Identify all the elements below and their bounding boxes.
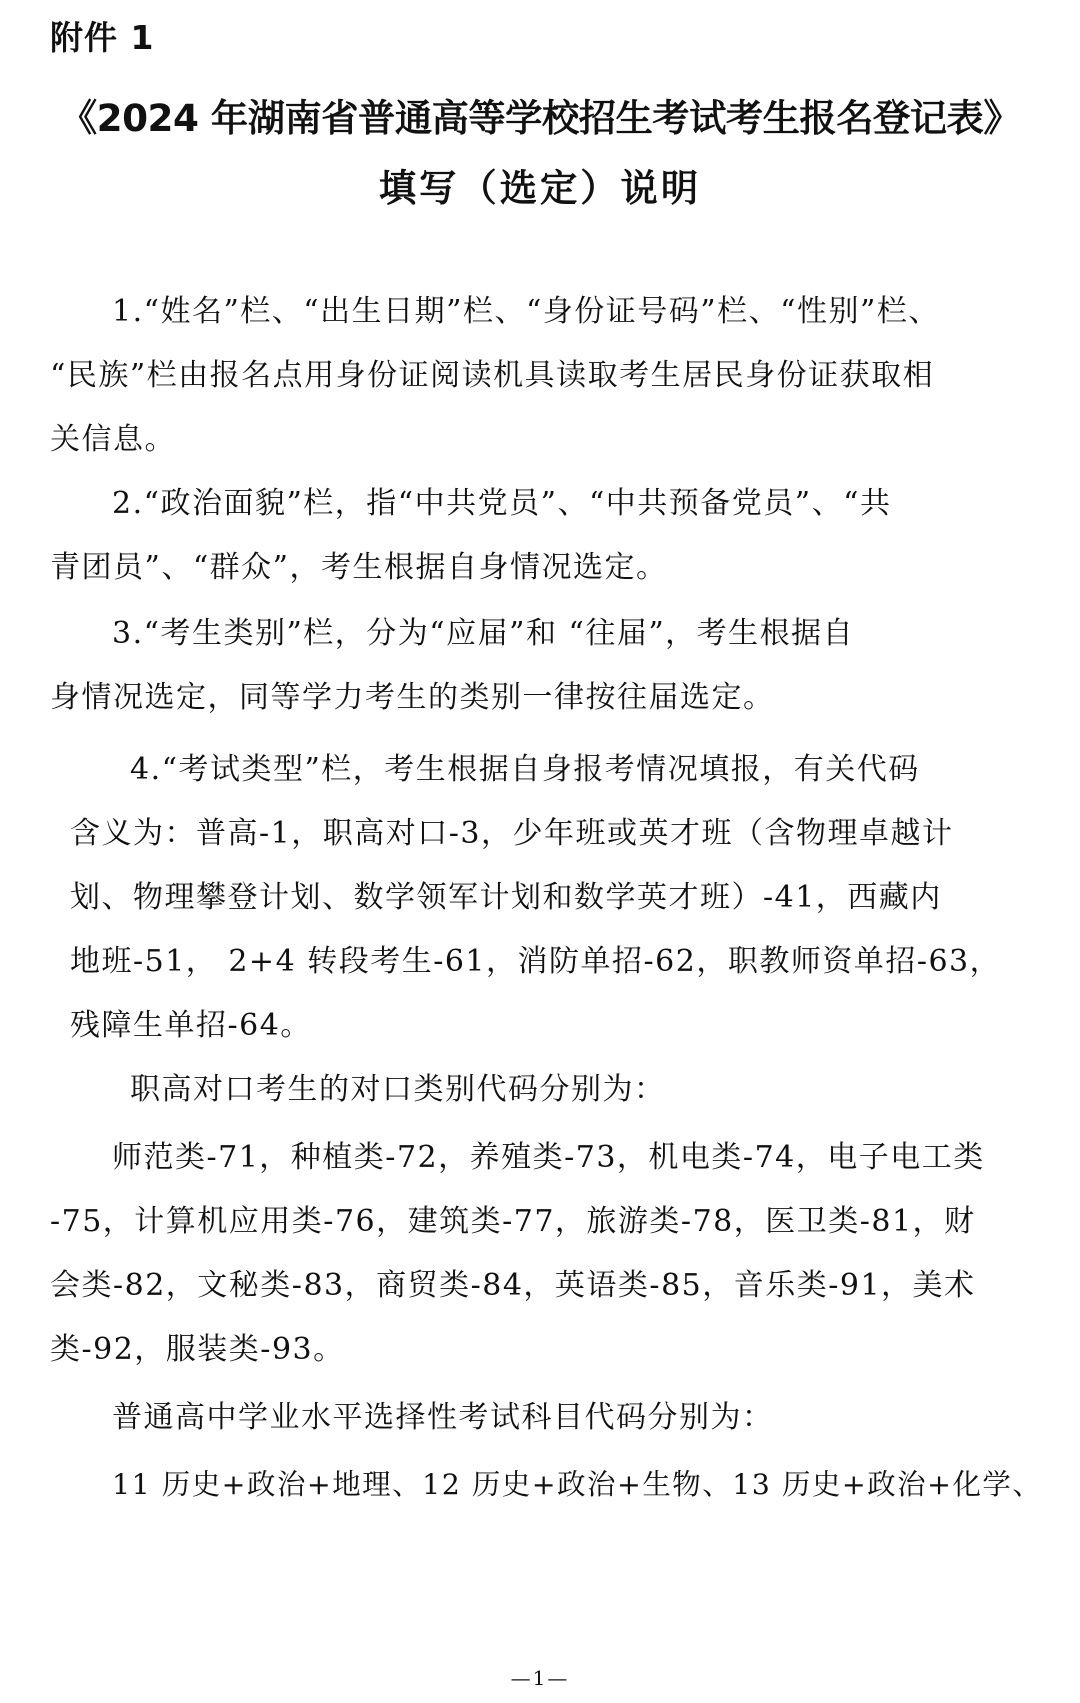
body-line: 残障生单招-64。 <box>70 1008 312 1043</box>
body-line: 会类-82，文秘类-83，商贸类-84，英语类-85，音乐类-91，美术 <box>50 1268 976 1303</box>
body-line: 11 历史+政治+地理、12 历史+政治+生物、13 历史+政治+化学、 <box>112 1468 1043 1501</box>
body-line: 普通高中学业水平选择性考试科目代码分别为： <box>112 1400 774 1435</box>
body-line: 师范类-71，种植类-72，养殖类-73，机电类-74，电子电工类 <box>112 1140 985 1175</box>
document-subtitle: 填写（选定）说明 <box>378 166 702 210</box>
body-line: 含义为：普高-1，职高对口-3，少年班或英才班（含物理卓越计 <box>70 816 954 851</box>
body-line: 2.“政治面貌”栏，指“中共党员”、“中共预备党员”、“共 <box>112 486 892 521</box>
body-line: 青团员”、“群众”，考生根据自身情况选定。 <box>50 550 668 585</box>
body-line: 1.“姓名”栏、“出生日期”栏、“身份证号码”栏、“性别”栏、 <box>112 294 940 329</box>
body-line: 关信息。 <box>50 422 176 457</box>
body-line: “民族”栏由报名点用身份证阅读机具读取考生居民身份证获取相 <box>50 358 935 393</box>
body-line: 职高对口考生的对口类别代码分别为： <box>130 1072 666 1107</box>
page-number: —1— <box>510 1666 570 1690</box>
body-line: 划、物理攀登计划、数学领军计划和数学英才班）-41，西藏内 <box>70 880 942 915</box>
body-line: 4.“考试类型”栏，考生根据自身报考情况填报，有关代码 <box>130 752 920 787</box>
body-line: 身情况选定，同等学力考生的类别一律按往届选定。 <box>50 680 775 715</box>
body-line: -75，计算机应用类-76，建筑类-77，旅游类-78，医卫类-81，财 <box>50 1204 976 1239</box>
body-line: 类-92，服装类-93。 <box>50 1332 345 1367</box>
body-line: 地班-51， 2+4 转段考生-61，消防单招-62，职教师资单招-63， <box>70 944 1002 979</box>
body-line: 3.“考生类别”栏，分为“应届”和 “往届”，考生根据自 <box>112 616 855 651</box>
document-title: 《2024 年湖南省普通高等学校招生考试考生报名登记表》 <box>59 96 1021 140</box>
attachment-label: 附件 1 <box>50 18 155 57</box>
